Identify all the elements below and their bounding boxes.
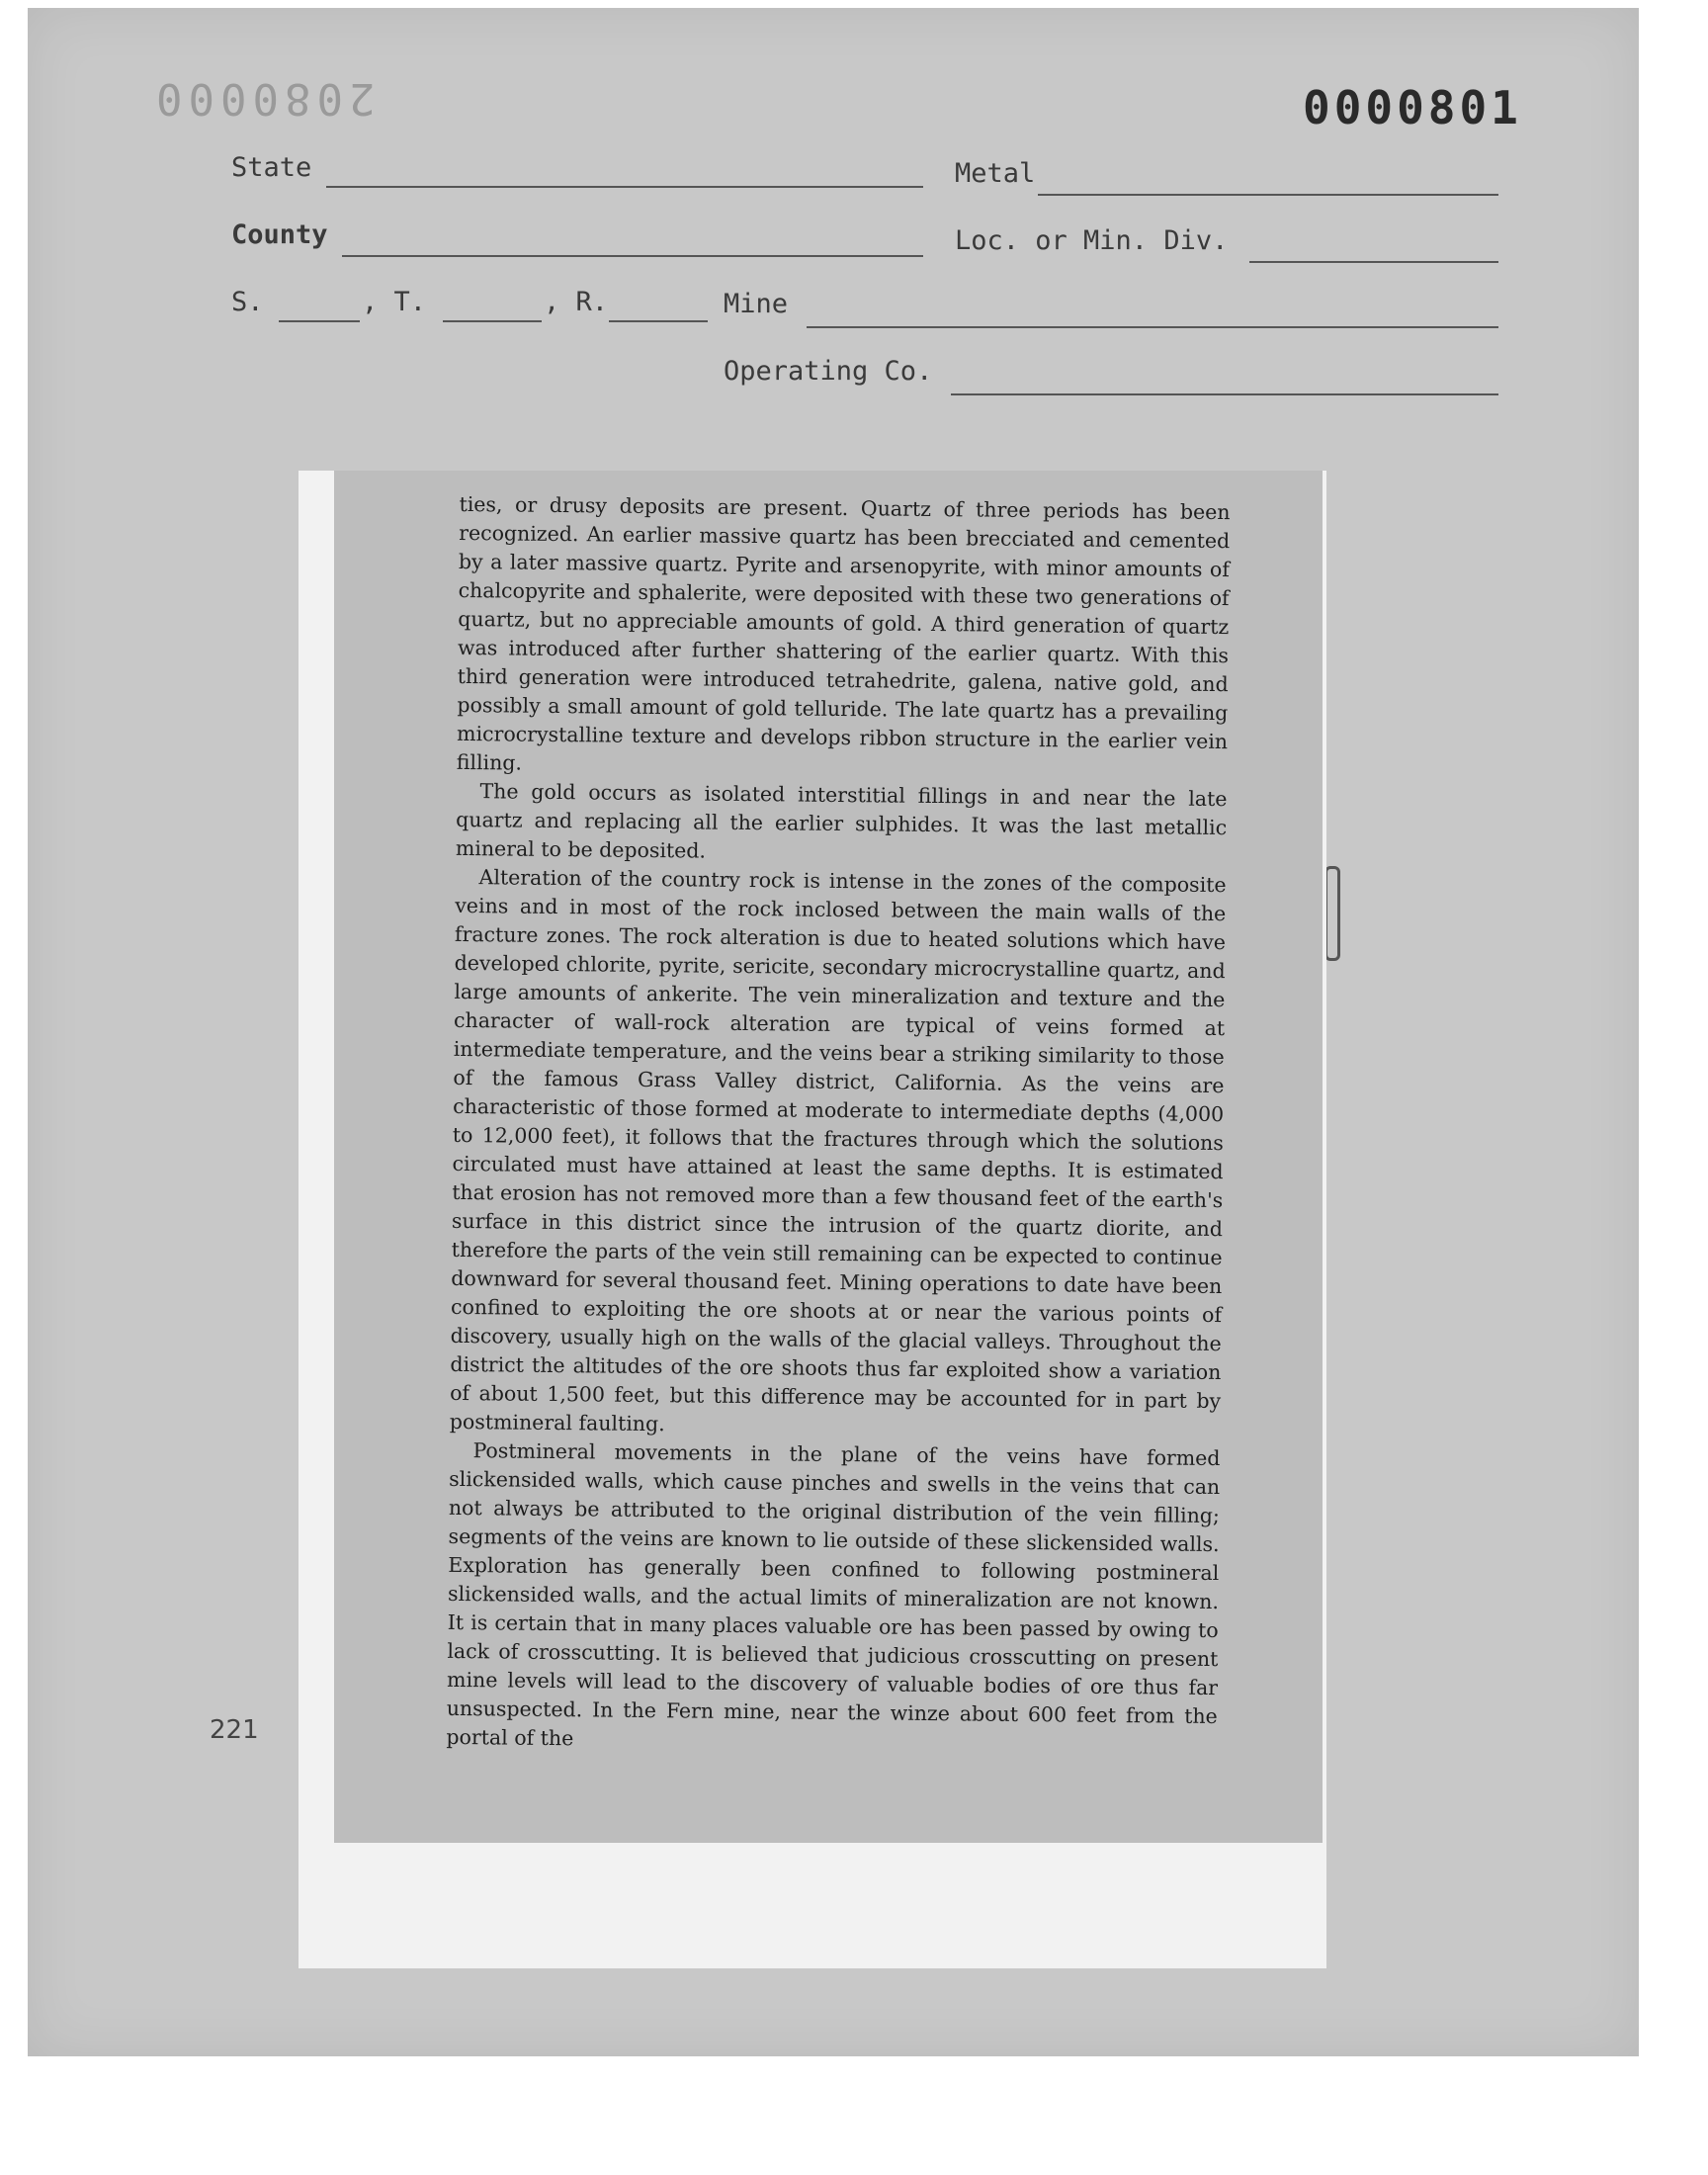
paragraph-3: Alteration of the country rock is intense in the zones of the composite veins and in most of the rock inclosed between the main walls of the fracture zones. The rock alteration is due to heated solutions which have developed chlorite, pyrite, sericite, secondary microcrystalline quartz, and large amounts of ankerite. The vein mineralization and texture and the character of wall-rock alteration are typical of veins formed at intermediate temperature, and the veins bear a striking similarity to those of the famous Grass Valley district, California. As the veins are characteristic of those formed at moderate to intermediate depths (4,000 to 12,000 feet), it follows that the fractures through which the solutions circulated must have attained at least the same depths. It is estimated that erosion has not removed more than a few thousand feet of the earth's surface in this district since the intrusion of the quartz diorite, and therefore the parts of the vein still remaining can be expected to continue downward for several thousand feet. Mining operations to date have been confined to exploiting the ore shoots at or near the various points of discovery, usually high on the walls of the glacial valleys. Throughout the district the altitudes of the ore shoots thus far exploited show a variation of about 1,500 feet, but this difference may be accounted for in part by postmineral faulting. [449, 865, 1227, 1436]
stamp-number: 0000801 [1303, 81, 1522, 134]
operating-co-label: Operating Co. [724, 356, 933, 387]
township-label: , T. [362, 287, 427, 317]
paper-clip-top [1324, 866, 1340, 961]
mine-field-line [807, 326, 1498, 328]
paragraph-1: ties, or drusy deposits are present. Quartz of three periods has been recognized. An earlier massive quartz has been brecciated and cemented by a later massive quartz. Pyrite and arsenopyrite, with minor amounts of chalcopyrite and sphalerite, were deposited with these two generations of quartz, but no appreciable amounts of gold. A third generation of quartz was introduced after further shattering of the earlier quartz. With this third generation were introduced tetrahedrite, galena, native gold, and possibly a small amount of gold telluride. The late quartz has a prevailing microcrystalline texture and develops ribbon structure in the earlier vein filling. [456, 491, 1231, 775]
metal-label: Metal [955, 158, 1036, 189]
state-label: State [231, 152, 312, 183]
section-field-line [279, 320, 360, 322]
body-text [446, 490, 1230, 1760]
page-number: 221 [210, 1715, 259, 1745]
paragraph-2: The gold occurs as isolated interstitial fillings in and near the late quartz and replacing all the earlier sulphides. It was the last metallic mineral to be deposited. [455, 779, 1228, 863]
stamp-number-inverted: 2080000 [150, 73, 376, 124]
county-field-line [342, 255, 923, 257]
loc-field-line [1249, 261, 1498, 263]
loc-label: Loc. or Min. Div. [955, 225, 1229, 256]
paragraph-4: Postmineral movements in the plane of the veins have formed slickensided walls, which cause pinches and swells in the veins that can not always be attributed to the original distribution of the vein filling; segments of the veins are known to lie outside of these slickensided walls. Exploration has generally been confined to following postmineral slickensided walls, and the actual limits of mineralization are not known. It is certain that in many places valuable ore has been passed by owing to lack of crosscutting. It is believed that judicious crosscutting on present mine levels will lead to the discovery of valuable bodies of ore thus far unsuspected. In the Fern mine, near the winze about 600 feet from the portal of the [446, 1438, 1221, 1751]
range-field-line [609, 320, 708, 322]
printed-text-area [334, 471, 1323, 1843]
range-label: , R. [544, 287, 609, 317]
section-label: S. [231, 287, 264, 317]
metal-field-line [1038, 194, 1498, 196]
operating-co-field-line [951, 393, 1498, 395]
county-label: County [231, 219, 328, 250]
township-field-line [443, 320, 542, 322]
mine-label: Mine [724, 289, 789, 319]
state-field-line [326, 186, 923, 188]
pasted-page [299, 471, 1326, 1968]
